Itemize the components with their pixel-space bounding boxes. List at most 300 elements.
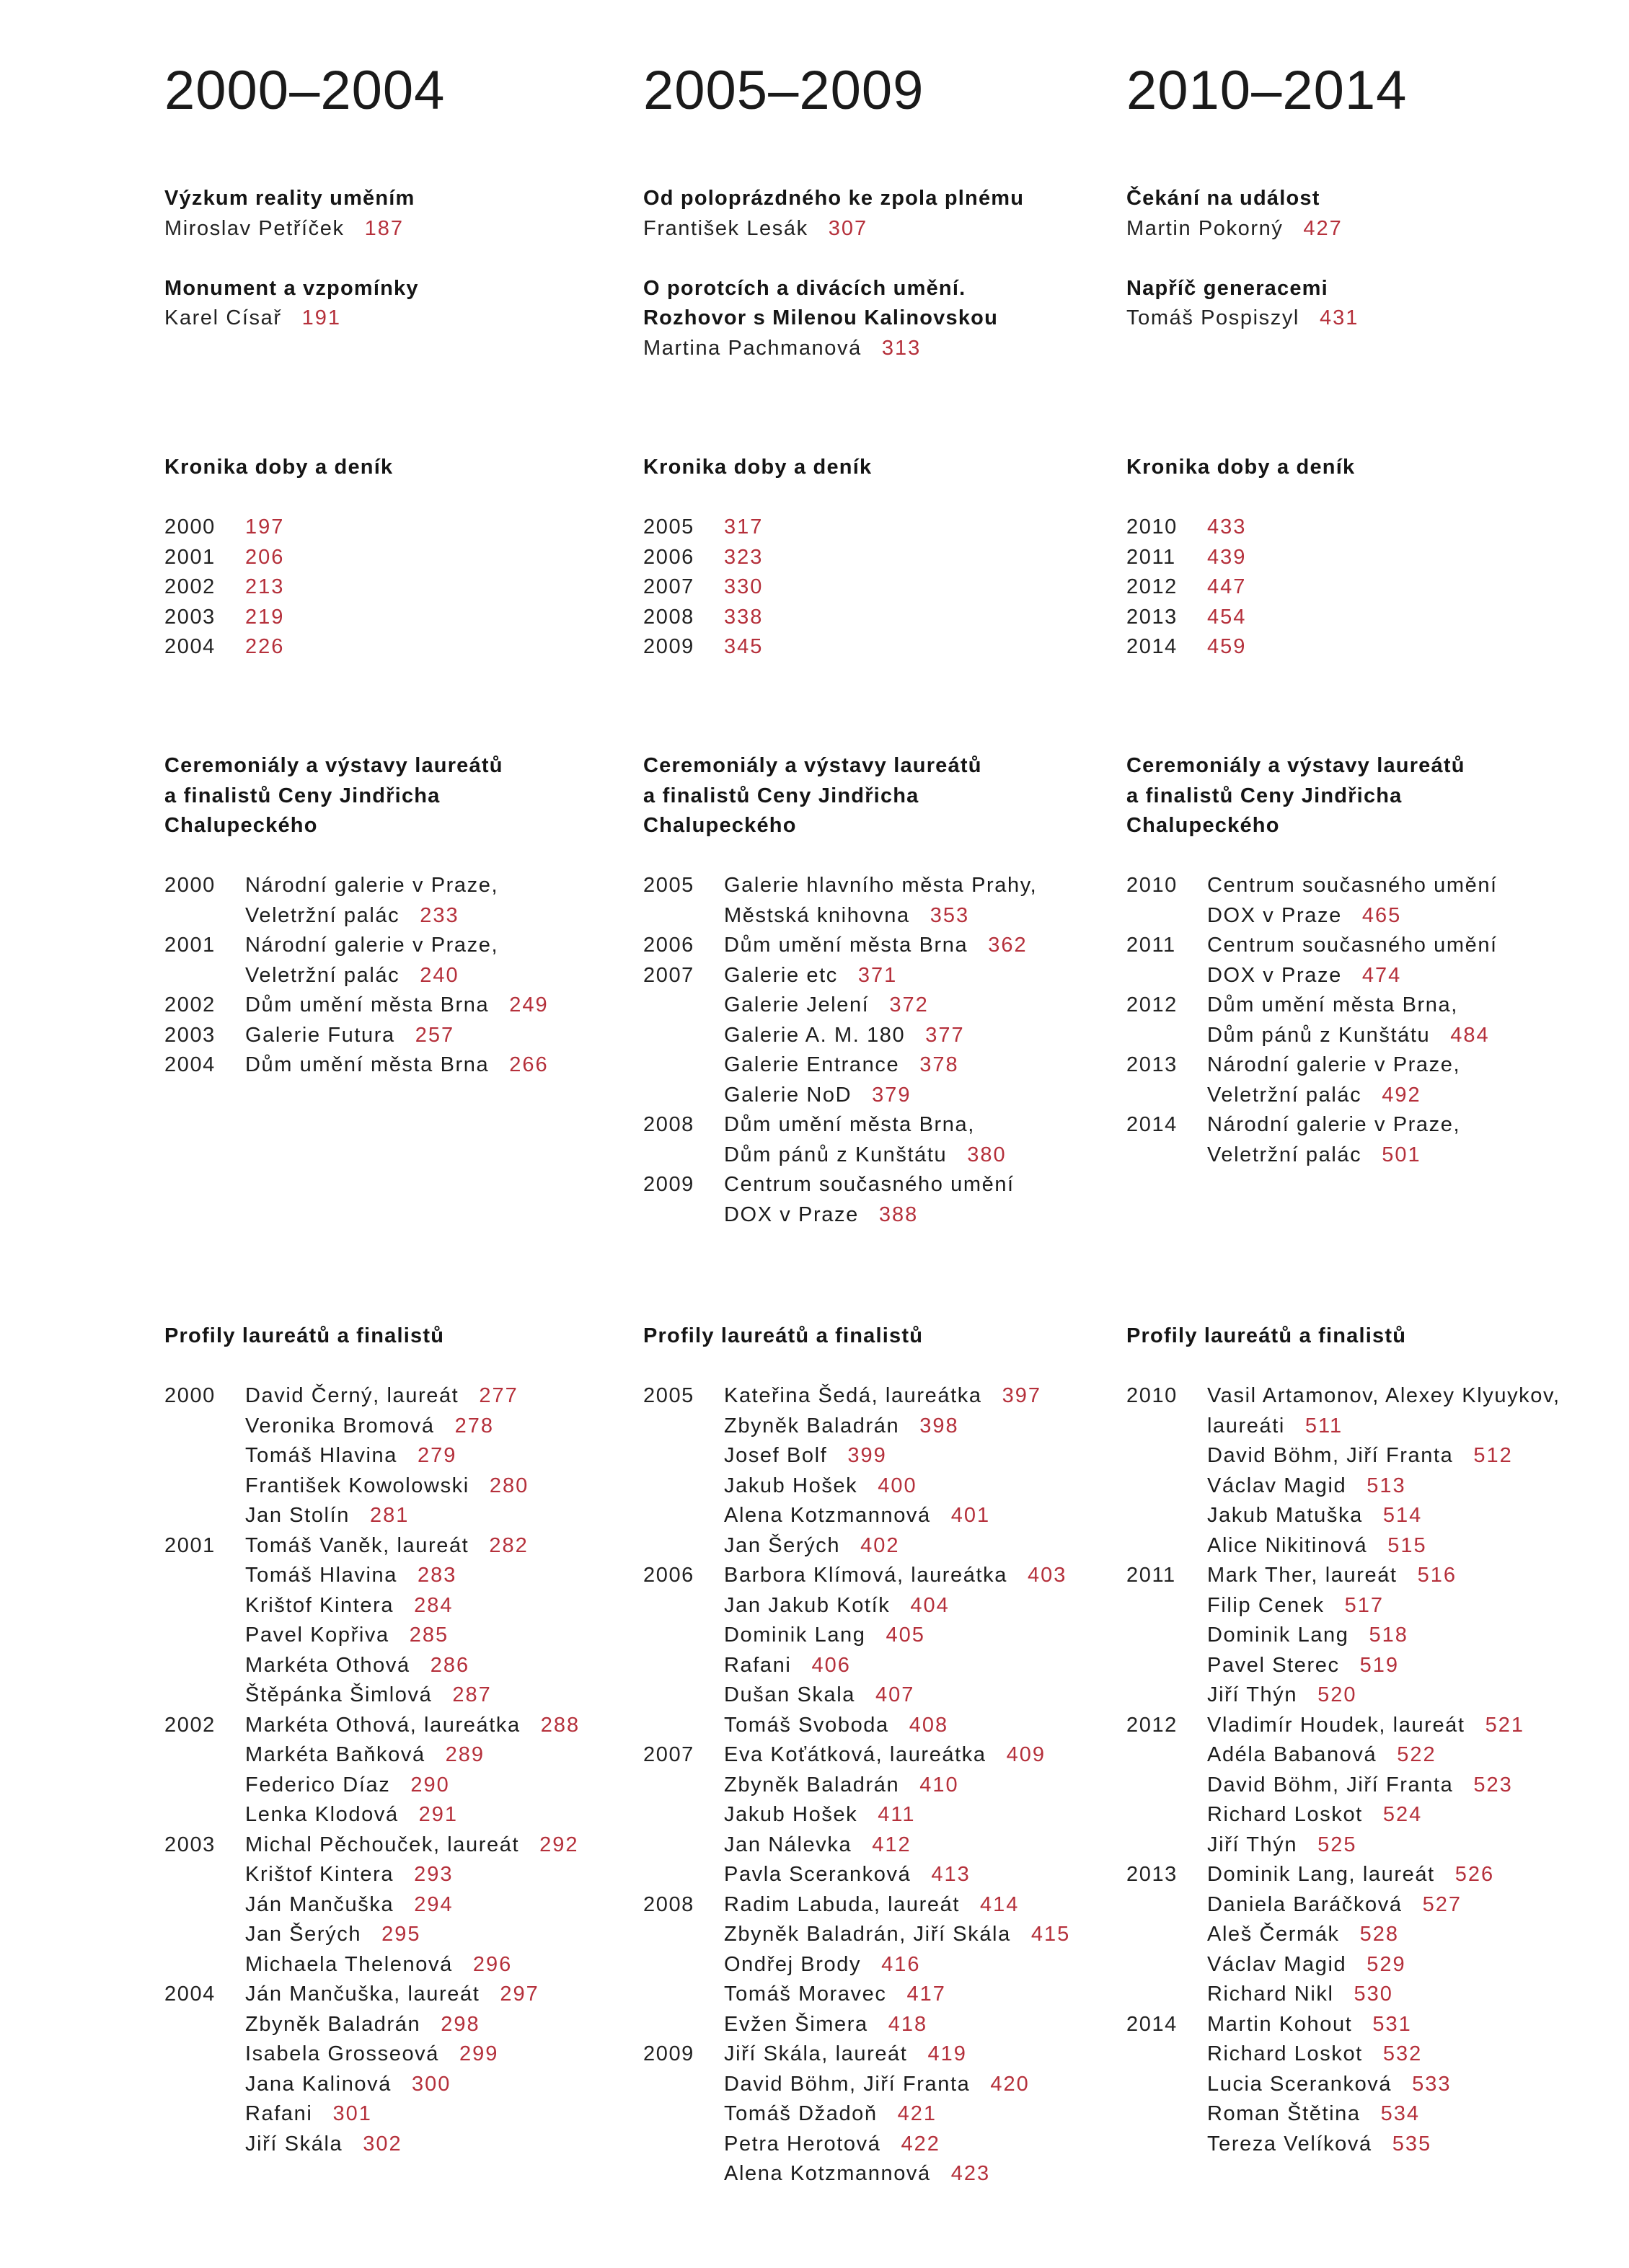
year-row	[643, 1561, 1119, 1740]
year-label: 2004	[164, 635, 216, 658]
entry-text: Galerie Entrance	[724, 1053, 900, 1076]
entry-line	[1207, 1890, 1617, 1921]
section-heading: Chalupeckého	[164, 814, 318, 837]
entry-line	[1207, 1591, 1617, 1621]
page-number[interactable]: 297	[500, 1983, 539, 2006]
entry-text: DOX v Praze	[1207, 903, 1342, 927]
entry-line	[1207, 1800, 1617, 1830]
entry-text: Národní galerie v Praze,	[245, 934, 499, 957]
page-number[interactable]: 240	[420, 963, 459, 987]
list-item	[1207, 1920, 1617, 1950]
page-number[interactable]: 279	[418, 1444, 457, 1467]
entry-line	[724, 1531, 1119, 1562]
page-number[interactable]: 289	[445, 1743, 485, 1766]
page-number[interactable]: 291	[418, 1803, 459, 1826]
entry-text: Centrum současného umění	[1207, 934, 1498, 957]
list-item	[1207, 1471, 1617, 1502]
entry-line	[245, 1381, 626, 1412]
page-number[interactable]: 398	[919, 1414, 959, 1438]
page-number[interactable]: 405	[886, 1624, 925, 1647]
page-number[interactable]: 511	[1304, 1414, 1343, 1438]
entry-line	[724, 1170, 1119, 1200]
entry-text: DOX v Praze	[724, 1202, 859, 1226]
entry-line	[724, 1771, 1119, 1801]
page-number[interactable]: 353	[930, 903, 970, 927]
year-entries	[724, 1740, 1119, 1890]
year-row	[643, 871, 1119, 931]
page-number[interactable]: 404	[910, 1593, 950, 1617]
year-row	[1126, 1050, 1617, 1110]
year-row	[643, 931, 1119, 961]
page-number[interactable]: 197	[245, 515, 285, 539]
entry-line	[245, 1412, 626, 1442]
entry-text: Jiří Thýn	[1207, 1683, 1298, 1706]
year-entries	[245, 931, 626, 991]
entry-line	[245, 931, 626, 961]
list-item	[724, 1050, 1119, 1081]
ceremonies-section-list	[643, 871, 1119, 1230]
entry-line	[724, 2039, 1119, 2070]
page-number[interactable]: 219	[245, 605, 285, 629]
year-label: 2013	[1126, 1863, 1178, 1886]
entry-text: Markéta Baňková	[245, 1743, 425, 1766]
entry-line	[724, 1621, 1119, 1651]
page-number[interactable]: 419	[927, 2042, 967, 2065]
page-number[interactable]: 378	[919, 1053, 959, 1076]
page-number[interactable]: 519	[1359, 1653, 1400, 1677]
entry-line	[724, 1381, 1119, 1412]
year-row	[164, 871, 626, 931]
list-item	[724, 961, 1119, 991]
entry-line	[724, 2159, 1119, 2189]
page-number[interactable]: 400	[878, 1474, 917, 1497]
entry-text: Centrum současného umění	[1207, 874, 1498, 897]
list-item	[724, 2130, 1119, 2160]
section-heading: Ceremoniály a výstavy laureátů	[1126, 754, 1465, 777]
page-number[interactable]: 410	[919, 1773, 959, 1797]
entry-line	[1207, 1920, 1617, 1950]
kronika-list	[164, 513, 626, 663]
entry-line	[724, 2099, 1119, 2130]
page-number[interactable]: 420	[990, 2072, 1030, 2096]
entry-line	[245, 1890, 626, 1921]
page-number[interactable]: 533	[1412, 2072, 1452, 2096]
page-number[interactable]: 411	[878, 1803, 916, 1826]
page-number[interactable]: 295	[381, 1923, 421, 1946]
page-number[interactable]: 278	[454, 1414, 494, 1438]
page-number[interactable]: 299	[459, 2042, 499, 2065]
list-item	[724, 2070, 1119, 2100]
page-number[interactable]: 407	[875, 1683, 915, 1706]
year-entries	[1207, 1110, 1617, 1170]
page-number[interactable]: 371	[857, 963, 898, 987]
page-number[interactable]: 402	[860, 1533, 900, 1557]
entry-line	[724, 1920, 1119, 1950]
page-number[interactable]: 283	[418, 1564, 457, 1587]
list-item	[245, 1471, 626, 1502]
page-number[interactable]: 298	[441, 2012, 480, 2036]
entry-line	[1207, 1950, 1617, 1980]
page-number[interactable]: 521	[1485, 1713, 1524, 1737]
year-label: 2006	[643, 545, 694, 569]
entry-text: Václav Magid	[1207, 1952, 1347, 1976]
page-number[interactable]: 524	[1382, 1803, 1423, 1826]
kronika-row	[643, 572, 1119, 603]
page-number[interactable]: 447	[1207, 575, 1247, 598]
entry-line	[1207, 1651, 1617, 1681]
list-item	[1207, 1800, 1617, 1830]
entry-text: Veletržní palác	[1207, 1083, 1362, 1107]
essay-author-line	[643, 334, 1119, 364]
page-number[interactable]: 532	[1382, 2042, 1423, 2065]
page-number[interactable]: 284	[414, 1593, 454, 1617]
year-label: 2011	[1126, 1564, 1176, 1587]
page-number[interactable]: 372	[889, 993, 929, 1016]
essays-section	[643, 184, 1119, 394]
page-number[interactable]: 377	[925, 1023, 965, 1047]
page-number[interactable]: 406	[811, 1653, 851, 1677]
page-number[interactable]: 415	[1030, 1923, 1071, 1946]
page-number[interactable]: 520	[1317, 1683, 1357, 1706]
entry-line	[245, 1920, 626, 1950]
entry-text: Zbyněk Baladrán, Jiří Skála	[724, 1923, 1011, 1946]
entry-line	[724, 1561, 1119, 1591]
entry-text: Veletržní palác	[245, 963, 400, 987]
page-number[interactable]: 401	[950, 1504, 991, 1527]
list-item	[245, 1980, 626, 2010]
kronika-section	[1126, 453, 1617, 663]
page-number[interactable]: 474	[1361, 963, 1402, 987]
entry-line	[1207, 1050, 1617, 1081]
year-row	[643, 1740, 1119, 1890]
year-row	[643, 961, 1119, 1111]
entry-line	[245, 1501, 626, 1531]
list-item	[1207, 1711, 1617, 1741]
entry-line	[245, 871, 626, 901]
list-item	[724, 1830, 1119, 1861]
entry-line	[245, 2070, 626, 2100]
list-item	[245, 1651, 626, 1681]
year-entries	[245, 1711, 626, 1830]
entry-line	[245, 2010, 626, 2040]
list-item	[724, 1081, 1119, 1111]
page-number[interactable]: 517	[1344, 1593, 1385, 1617]
entry-text: Ján Mančuška	[245, 1892, 394, 1916]
page-number[interactable]: 302	[363, 2132, 402, 2156]
entry-line	[1207, 1680, 1617, 1711]
entry-line	[245, 961, 626, 991]
list-item	[1207, 1501, 1617, 1531]
essay-title: Monument a vzpomínky	[164, 276, 419, 300]
page-number[interactable]: 414	[980, 1892, 1020, 1916]
page-number[interactable]: 290	[410, 1773, 450, 1797]
page-number[interactable]: 226	[245, 635, 285, 658]
entry-line	[724, 1950, 1119, 1980]
page-number[interactable]: 345	[724, 635, 764, 658]
page-number[interactable]: 388	[878, 1202, 919, 1226]
essay-author: Tomáš Pospiszyl	[1126, 306, 1299, 329]
entry-line	[245, 1950, 626, 1980]
year-label: 2004	[164, 1053, 216, 1076]
page-number[interactable]: 288	[540, 1713, 580, 1737]
page-number[interactable]: 281	[369, 1504, 410, 1527]
page-number[interactable]: 330	[724, 575, 764, 598]
page-number[interactable]: 513	[1367, 1474, 1406, 1497]
page-number[interactable]: 362	[988, 934, 1028, 957]
page-number[interactable]: 323	[724, 545, 764, 569]
year-entries	[245, 1050, 626, 1081]
page-number[interactable]: 534	[1380, 2102, 1421, 2125]
page-number[interactable]: 399	[847, 1444, 887, 1467]
list-item	[1207, 1110, 1617, 1170]
page-number[interactable]: 286	[430, 1653, 470, 1677]
page-number[interactable]: 416	[881, 1952, 921, 1976]
period-title: 2000–2004	[164, 60, 446, 121]
page-number[interactable]: 515	[1387, 1533, 1427, 1557]
entry-line	[1207, 901, 1617, 931]
entry-text: David Böhm, Jiří Franta	[1207, 1444, 1454, 1467]
entry-text: Eva Koťátková, laureátka	[724, 1743, 986, 1766]
list-item	[1207, 1980, 1617, 2010]
entry-text: Jiří Thýn	[1207, 1833, 1298, 1856]
page-number[interactable]: 266	[509, 1053, 549, 1076]
entry-line	[1207, 1561, 1617, 1591]
entry-line	[245, 1021, 626, 1051]
essay-author: Miroslav Petříček	[164, 216, 345, 240]
page-number[interactable]: 233	[420, 903, 459, 927]
year-label: 2004	[164, 1983, 216, 2006]
page-number[interactable]: 412	[872, 1833, 911, 1856]
page-number[interactable]: 191	[301, 306, 342, 329]
entry-text: David Böhm, Jiří Franta	[724, 2072, 971, 2096]
entry-line	[1207, 2010, 1617, 2040]
entry-text: Centrum současného umění	[724, 1173, 1015, 1196]
entry-text: Dušan Skala	[724, 1683, 856, 1706]
page-number[interactable]: 293	[414, 1863, 454, 1886]
page-number[interactable]: 501	[1382, 1143, 1421, 1166]
essay-title: Výzkum reality uměním	[164, 187, 415, 210]
page-number[interactable]: 257	[415, 1023, 455, 1047]
entry-text: Jakub Matuška	[1207, 1504, 1363, 1527]
list-item	[724, 1501, 1119, 1531]
page-number[interactable]: 403	[1028, 1564, 1067, 1587]
year-entries	[1207, 871, 1617, 931]
list-item	[1207, 2070, 1617, 2100]
entry-text: Jakub Hošek	[724, 1803, 858, 1826]
kronika-row	[164, 572, 626, 603]
list-item	[724, 1711, 1119, 1741]
entry-line	[1207, 1501, 1617, 1531]
list-item	[724, 1860, 1119, 1890]
kronika-list	[1126, 513, 1617, 663]
entry-text: Markéta Othová	[245, 1653, 410, 1677]
entry-line	[1207, 1771, 1617, 1801]
year-label: 2009	[643, 635, 694, 658]
list-item	[1207, 1561, 1617, 1591]
essay-author: František Lesák	[643, 216, 808, 240]
entry-text: Richard Nikl	[1207, 1983, 1334, 2006]
page-number[interactable]: 317	[724, 515, 764, 539]
list-item	[245, 1591, 626, 1621]
entry-line	[245, 1531, 626, 1562]
page-number[interactable]: 516	[1417, 1564, 1457, 1587]
year-row	[1126, 2010, 1617, 2160]
year-entries	[245, 871, 626, 931]
entry-line	[1207, 1621, 1617, 1651]
page-number[interactable]: 379	[872, 1083, 911, 1107]
entry-line	[724, 931, 1119, 961]
list-item	[1207, 1050, 1617, 1110]
list-item	[724, 1680, 1119, 1711]
list-item	[245, 1680, 626, 1711]
page-number[interactable]: 249	[509, 993, 549, 1016]
list-item	[724, 1471, 1119, 1502]
page-number[interactable]: 492	[1382, 1083, 1421, 1107]
page-number[interactable]: 287	[452, 1683, 492, 1706]
list-item	[1207, 871, 1617, 931]
page-number[interactable]: 292	[539, 1833, 579, 1856]
list-item	[245, 1501, 626, 1531]
page-number[interactable]: 285	[409, 1624, 449, 1647]
page-number[interactable]: 380	[967, 1143, 1007, 1166]
page-number[interactable]: 512	[1473, 1444, 1513, 1467]
essays-section	[164, 184, 626, 363]
page-number[interactable]: 408	[909, 1713, 949, 1737]
entry-line	[724, 1021, 1119, 1051]
page-number[interactable]: 187	[364, 216, 404, 240]
page-number[interactable]: 418	[888, 2012, 928, 2036]
entry-line	[1207, 1412, 1617, 1442]
page-number[interactable]: 280	[489, 1474, 529, 1497]
page-number[interactable]: 528	[1359, 1923, 1399, 1946]
year-label: 2003	[164, 1023, 216, 1047]
page-number[interactable]: 523	[1473, 1773, 1513, 1797]
page-number[interactable]: 459	[1207, 635, 1247, 658]
page-number[interactable]: 421	[897, 2102, 937, 2125]
year-label: 2001	[164, 545, 216, 569]
page-number[interactable]: 423	[950, 2162, 991, 2185]
entry-text: Lucia Sceranková	[1207, 2072, 1392, 2096]
page-number[interactable]: 535	[1392, 2132, 1432, 2156]
year-label: 2002	[164, 575, 216, 598]
page-number[interactable]: 522	[1397, 1743, 1436, 1766]
essay-title: Od poloprázdného ke zpola plnému	[643, 187, 1025, 210]
page-number[interactable]: 527	[1422, 1892, 1462, 1916]
year-entries	[1207, 1050, 1617, 1110]
page-number[interactable]: 277	[479, 1384, 518, 1407]
page-number[interactable]: 465	[1361, 903, 1402, 927]
page-number[interactable]: 282	[489, 1533, 529, 1557]
list-item	[245, 1950, 626, 1980]
list-item	[724, 1771, 1119, 1801]
list-item	[724, 991, 1119, 1021]
list-item	[245, 1621, 626, 1651]
entry-text: Kateřina Šedá, laureátka	[724, 1384, 982, 1407]
page-number[interactable]: 530	[1354, 1983, 1393, 2006]
year-label: 2010	[1126, 874, 1178, 897]
page-number[interactable]: 514	[1382, 1504, 1423, 1527]
page-number[interactable]: 518	[1369, 1624, 1408, 1647]
page-number[interactable]: 296	[472, 1952, 513, 1976]
entry-text: Vladimír Houdek, laureát	[1207, 1713, 1465, 1737]
page-number[interactable]: 213	[245, 575, 285, 598]
entry-text: Dominik Lang, laureát	[1207, 1863, 1435, 1886]
section-heading: Kronika doby a deník	[1126, 456, 1356, 479]
essay-author: Martina Pachmanová	[643, 336, 862, 360]
entry-line	[1207, 1081, 1617, 1111]
essay-author-line	[164, 304, 626, 334]
page-number[interactable]: 427	[1303, 216, 1343, 240]
page-number[interactable]: 431	[1319, 306, 1359, 329]
entry-text: Dominik Lang	[1207, 1624, 1349, 1647]
page-number[interactable]: 525	[1317, 1833, 1357, 1856]
page-number[interactable]: 413	[931, 1863, 971, 1886]
year-row	[1126, 1860, 1617, 2010]
page-number[interactable]: 484	[1450, 1023, 1490, 1047]
year-label: 2014	[1126, 635, 1178, 658]
year-label: 2009	[643, 1173, 694, 1196]
entry-text: Josef Bolf	[724, 1444, 828, 1467]
entry-text: Radim Labuda, laureát	[724, 1892, 961, 1916]
year-label: 2000	[164, 1384, 216, 1407]
page-number[interactable]: 454	[1207, 605, 1247, 629]
page-number[interactable]: 433	[1207, 515, 1247, 539]
page-number[interactable]: 206	[245, 545, 285, 569]
kronika-section	[643, 453, 1119, 663]
ceremonies-section	[1126, 751, 1617, 1170]
entry-line	[245, 1561, 626, 1591]
page-number[interactable]: 307	[828, 216, 868, 240]
year-entries	[724, 1170, 1119, 1230]
entry-line	[1207, 1110, 1617, 1140]
page-number[interactable]: 531	[1372, 2012, 1412, 2036]
entry-text: Barbora Klímová, laureátka	[724, 1564, 1007, 1587]
list-item	[245, 871, 626, 931]
entry-line	[724, 1081, 1119, 1111]
entry-line	[1207, 1471, 1617, 1502]
year-label: 2000	[164, 515, 216, 539]
page-number[interactable]: 300	[412, 2072, 451, 2096]
page-number[interactable]: 529	[1367, 1952, 1406, 1976]
year-entries	[724, 1110, 1119, 1170]
entry-text: Pavel Kopřiva	[245, 1624, 389, 1647]
list-item	[1207, 2010, 1617, 2040]
page-number[interactable]: 301	[332, 2102, 372, 2125]
list-item	[245, 2010, 626, 2040]
page-number[interactable]: 409	[1006, 1743, 1046, 1766]
profiles-section-list	[1126, 1381, 1617, 2159]
page-number[interactable]: 417	[906, 1983, 946, 2006]
page-number[interactable]: 439	[1207, 545, 1247, 569]
entry-line	[1207, 1021, 1617, 1051]
entry-text: Galerie hlavního města Prahy,	[724, 874, 1038, 897]
list-item	[245, 1800, 626, 1830]
entry-line	[245, 2039, 626, 2070]
page-number[interactable]: 526	[1454, 1863, 1495, 1886]
page-number[interactable]: 294	[414, 1892, 454, 1916]
page-number[interactable]: 313	[881, 336, 922, 360]
entry-text: Dům umění města Brna	[245, 993, 490, 1016]
essay-author: Karel Císař	[164, 306, 282, 329]
year-row	[1126, 1110, 1617, 1170]
year-label: 2002	[164, 993, 216, 1016]
year-row	[1126, 1561, 1617, 1711]
page-number[interactable]: 397	[1002, 1384, 1042, 1407]
entry-text: Ondřej Brody	[724, 1952, 862, 1976]
entry-text: František Kowolowski	[245, 1474, 469, 1497]
page-number[interactable]: 338	[724, 605, 764, 629]
page-number[interactable]: 422	[901, 2132, 940, 2156]
